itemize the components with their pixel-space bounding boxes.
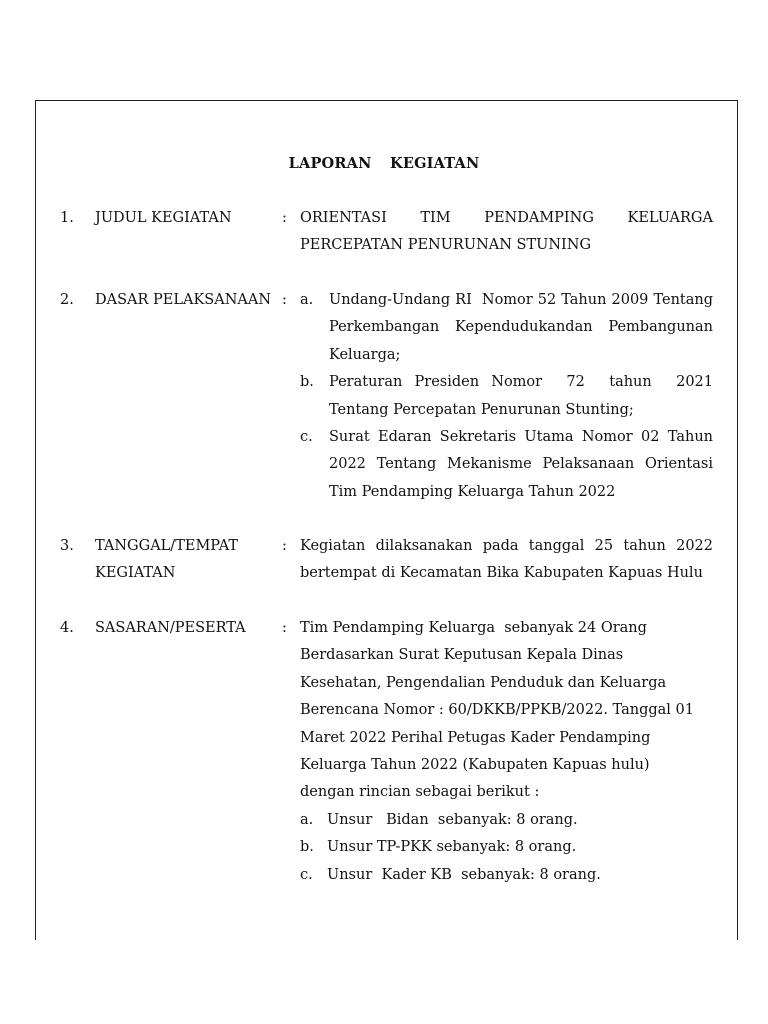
section-colon: : xyxy=(282,538,287,554)
section-number: 3. xyxy=(60,538,74,554)
list-text-line: Tim Pendamping Keluarga Tahun 2022 xyxy=(329,483,616,500)
list-item xyxy=(300,862,713,889)
list-letter: a. xyxy=(300,292,314,308)
list-letter: c. xyxy=(300,429,313,446)
section-label: JUDUL KEGIATAN xyxy=(95,210,232,226)
content-line: Tim Pendamping Keluarga sebanyak 24 Orang xyxy=(300,620,647,636)
content-line: PERCEPATAN PENURUNAN STUNING xyxy=(300,237,592,254)
list-item xyxy=(300,834,713,861)
content-line: Berencana Nomor : 60/DKKB/PPKB/2022. Tanggal 01 xyxy=(300,702,694,719)
content-line: Maret 2022 Perihal Petugas Kader Pendamping xyxy=(300,729,651,746)
list-text-line: Undang-Undang RI Nomor 52 Tahun 2009 Tentang xyxy=(329,292,713,308)
content-line: Berdasarkan Surat Keputusan Kepala Dinas xyxy=(300,647,624,664)
section-label-line: TANGGAL/TEMPAT xyxy=(95,538,239,554)
list-text-line: Keluarga; xyxy=(329,346,401,363)
content-word: ORIENTASI xyxy=(300,210,387,226)
content-word: KELUARGA xyxy=(627,210,713,226)
section-label: SASARAN/PESERTA xyxy=(95,620,246,636)
content-line: bertempat di Kecamatan Bika Kabupaten Kapuas Hulu xyxy=(300,565,703,582)
list-item xyxy=(300,287,713,369)
section-label-line: KEGIATAN xyxy=(95,565,176,582)
list-text-line: Peraturan Presiden Nomor 72 tahun 2021 xyxy=(329,374,713,391)
list-letter: b. xyxy=(300,374,314,391)
section-content xyxy=(300,287,713,506)
content-word: TIM xyxy=(420,210,451,226)
section-colon: : xyxy=(282,292,287,308)
content-line: Kegiatan dilaksanakan pada tanggal 25 tahun 2022 xyxy=(300,538,713,554)
list-item xyxy=(300,369,713,424)
list-text: Unsur Kader KB sebanyak: 8 orang. xyxy=(327,866,601,883)
section-number: 2. xyxy=(60,292,74,308)
section-label: DASAR PELAKSANAAN xyxy=(95,292,272,308)
list-letter: a. xyxy=(300,811,314,828)
content-line: Kesehatan, Pengendalian Penduduk dan Keluarga xyxy=(300,674,667,691)
list-text-line: 2022 Tentang Mekanisme Pelaksanaan Orientasi xyxy=(329,456,713,473)
list-text: Unsur Bidan sebanyak: 8 orang. xyxy=(327,811,578,828)
section-label xyxy=(95,533,275,588)
list-item xyxy=(300,807,713,834)
list-text: Unsur TP-PKK sebanyak: 8 orang. xyxy=(327,839,577,856)
list-item xyxy=(300,424,713,506)
document-title: LAPORAN KEGIATAN xyxy=(288,155,480,172)
list-letter: b. xyxy=(300,839,314,856)
section-number: 1. xyxy=(60,210,74,226)
content-line: dengan rincian sebagai berikut : xyxy=(300,784,540,801)
content-line xyxy=(300,205,713,232)
section-number: 4. xyxy=(60,620,74,636)
list-text-line: Surat Edaran Sekretaris Utama Nomor 02 Tahun xyxy=(329,429,713,446)
section-colon: : xyxy=(282,210,287,226)
section-content xyxy=(300,615,713,889)
content-line: Keluarga Tahun 2022 (Kabupaten Kapuas hulu) xyxy=(300,757,650,774)
section-colon: : xyxy=(282,620,287,636)
section-content xyxy=(300,533,713,588)
list-letter: c. xyxy=(300,866,313,883)
list-text-line: Tentang Percepatan Penurunan Stunting; xyxy=(329,401,634,418)
section-content xyxy=(300,205,713,260)
list-text-line: Perkembangan Kependudukandan Pembangunan xyxy=(329,319,713,336)
content-word: PENDAMPING xyxy=(484,210,594,226)
